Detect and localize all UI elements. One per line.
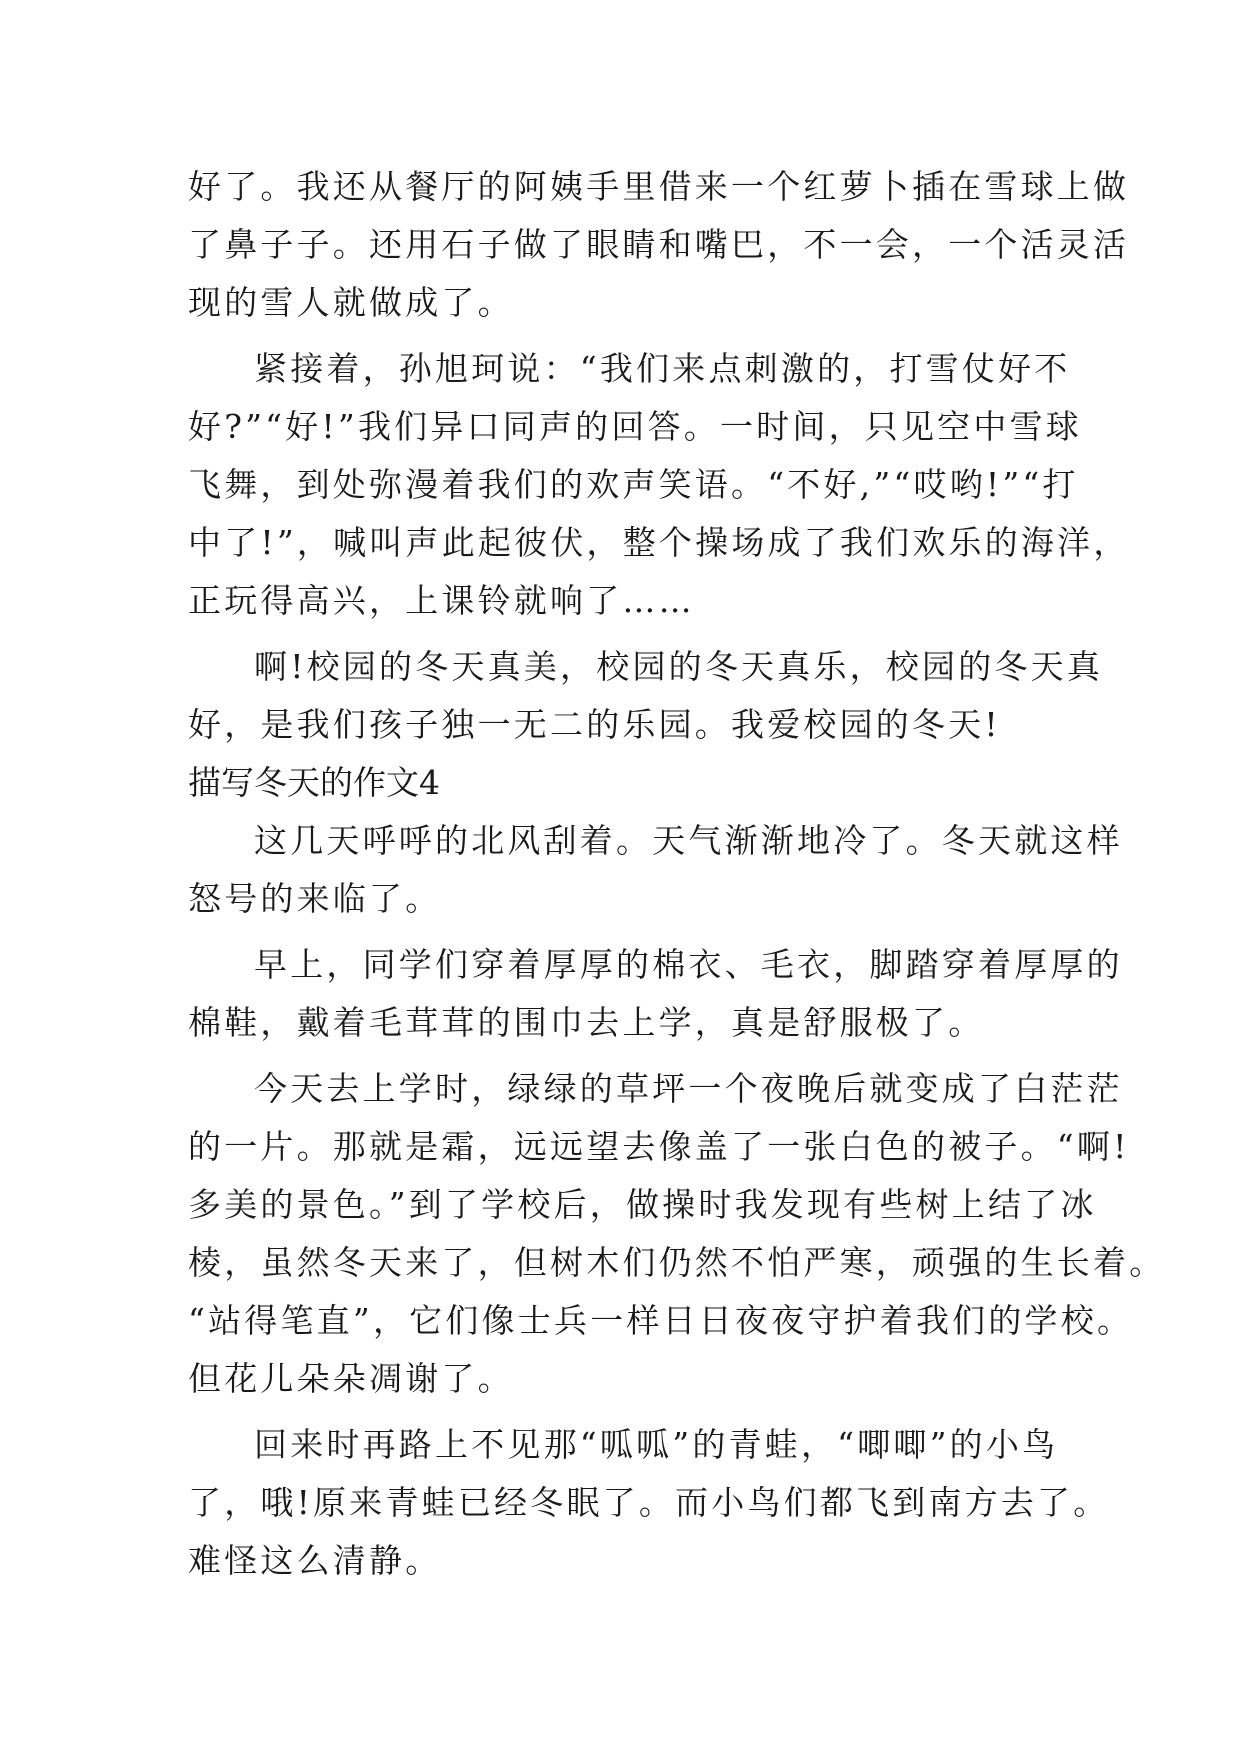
text-line: 好，是我们孩子独一无二的乐园。我爱校园的冬天!	[188, 705, 1001, 744]
text-line: 了，哦!原来青蛙已经冬眠了。而小鸟们都飞到南方去了。	[188, 1483, 1110, 1522]
text-line: 难怪这么清静。	[188, 1541, 442, 1580]
document-body	[188, 158, 1166, 1590]
text-line: 多美的景色。”到了学校后，做操时我发现有些树上结了冰	[188, 1185, 1097, 1224]
text-line: 怒号的来临了。	[188, 879, 442, 918]
text-line: “站得笔直”，它们像士兵一样日日夜夜守护着我们的学校。	[188, 1301, 1134, 1340]
section-heading: 描写冬天的作文4	[188, 763, 440, 802]
text-line: 现的雪人就做成了。	[188, 283, 514, 322]
text-line: 好?”“好!”我们异口同声的回答。一时间，只见空中雪球	[188, 407, 1082, 446]
text-line: 飞舞，到处弥漫着我们的欢声笑语。“不好,”“哎哟!”“打	[188, 465, 1079, 504]
paragraph-start-line: 回来时再路上不见那“呱呱”的青蛙，“唧唧”的小鸟	[254, 1425, 1059, 1464]
text-line: 正玩得高兴，上课铃就响了……	[188, 581, 695, 620]
text-line: 的一片。那就是霜，远远望去像盖了一张白色的被子。“啊!	[188, 1127, 1130, 1166]
text-line: 棉鞋，戴着毛茸茸的围巾去上学，真是舒服极了。	[188, 1003, 985, 1042]
paragraph-start-line: 这几天呼呼的北风刮着。天气渐渐地冷了。冬天就这样	[254, 821, 1123, 860]
text-line: 了鼻子子。还用石子做了眼睛和嘴巴，不一会，一个活灵活	[188, 225, 1130, 264]
paragraph-start-line: 早上，同学们穿着厚厚的棉衣、毛衣，脚踏穿着厚厚的	[254, 945, 1123, 984]
text-line: 但花儿朵朵凋谢了。	[188, 1359, 514, 1398]
paragraph-start-line: 啊!校园的冬天真美，校园的冬天真乐，校园的冬天真	[254, 647, 1104, 686]
text-line: 中了!”，喊叫声此起彼伏，整个操场成了我们欢乐的海洋，	[188, 523, 1130, 562]
paragraph-start-line: 今天去上学时，绿绿的草坪一个夜晚后就变成了白茫茫	[254, 1069, 1123, 1108]
paragraph-start-line: 紧接着，孙旭珂说：“我们来点刺激的，打雪仗好不	[254, 349, 1071, 388]
text-line: 好了。我还从餐厅的阿姨手里借来一个红萝卜插在雪球上做	[188, 167, 1130, 206]
text-line: 棱，虽然冬天来了，但树木们仍然不怕严寒，顽强的生长着。	[188, 1243, 1166, 1282]
